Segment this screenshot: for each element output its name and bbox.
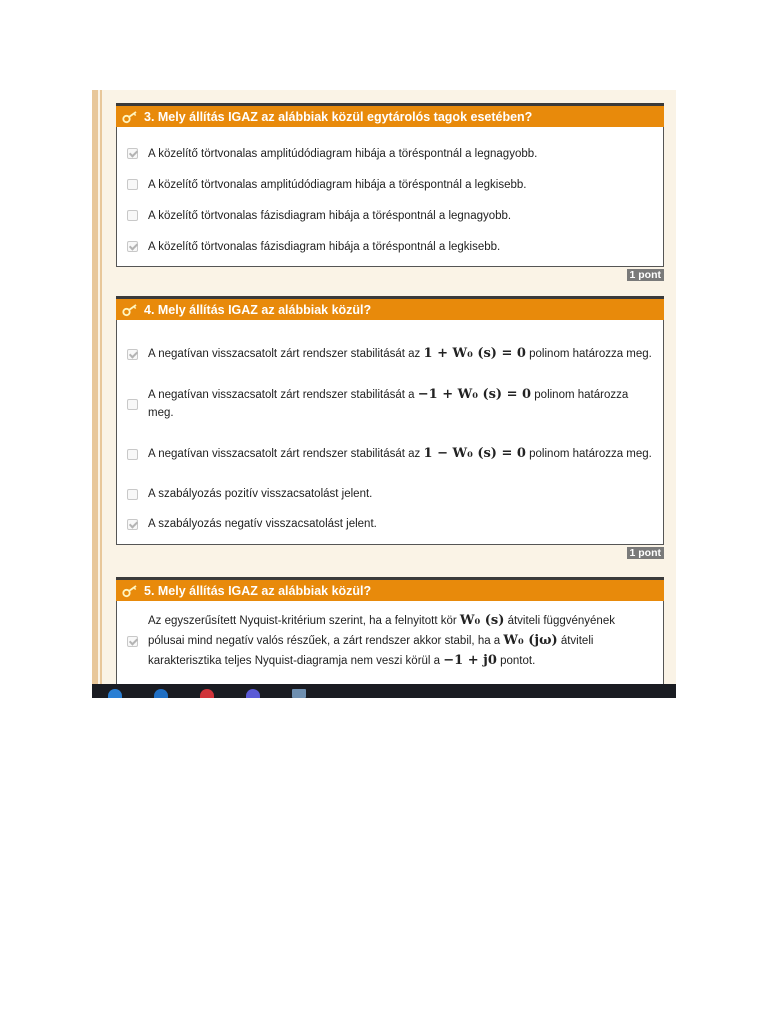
answer-option[interactable] <box>125 479 653 509</box>
answer-text <box>148 445 653 463</box>
answer-text: A közelítő törtvonalas amplitúdódiagram hibája a töréspontnál a legkisebb. <box>148 178 527 191</box>
question-body <box>116 601 664 691</box>
answer-checkbox[interactable] <box>127 210 138 221</box>
answer-option[interactable] <box>125 611 653 671</box>
question-header <box>116 296 664 320</box>
question-header <box>116 103 664 127</box>
points-badge: 1 pont <box>627 547 665 559</box>
left-rail-line <box>100 90 102 698</box>
app-taskbar-icon[interactable] <box>246 689 260 698</box>
left-rail <box>92 90 98 698</box>
formula: 1 − W₀ (s) = 0 <box>423 446 526 461</box>
answer-option[interactable] <box>125 169 653 200</box>
answer-option[interactable] <box>125 231 653 262</box>
answer-text-part: A negatívan visszacsatolt zárt rendszer stabilitását a <box>148 389 415 401</box>
question-body <box>116 127 664 267</box>
answer-text: A szabályozás pozitív visszacsatolást jelent. <box>148 488 373 500</box>
answer-option[interactable] <box>125 379 653 429</box>
question-title: 4. Mely állítás IGAZ az alábbiak közül? <box>144 302 372 317</box>
formula: −1 + j0 <box>443 653 497 668</box>
answer-text-part: A negatívan visszacsatolt zárt rendszer stabilitását az <box>148 348 421 360</box>
answer-checkbox[interactable] <box>127 399 138 410</box>
question-card-4 <box>116 296 664 559</box>
points-badge: 1 pont <box>627 269 665 281</box>
answer-text-part: A negatívan visszacsatolt zárt rendszer stabilitását az <box>148 448 421 460</box>
answer-option[interactable] <box>125 200 653 231</box>
answer-text: A közelítő törtvonalas amplitúdódiagram hibája a töréspontnál a legnagyobb. <box>148 147 538 160</box>
key-icon <box>122 584 138 598</box>
answer-text <box>148 386 653 422</box>
answer-text: A szabályozás negatív visszacsatolást jelent. <box>148 518 377 530</box>
answer-text-part: polinom határozza meg. <box>529 348 652 360</box>
explorer-taskbar-icon[interactable] <box>108 689 122 698</box>
formula: −1 + W₀ (s) = 0 <box>417 387 532 402</box>
question-card-3 <box>116 103 664 281</box>
question-body <box>116 320 664 545</box>
answer-option[interactable] <box>125 138 653 169</box>
answer-text <box>148 345 653 363</box>
answer-text-part: pontot. <box>500 655 536 667</box>
answer-option[interactable] <box>125 429 653 479</box>
answer-text-part: polinom határozza meg. <box>148 389 629 419</box>
answer-checkbox[interactable] <box>127 449 138 460</box>
key-icon <box>122 110 138 124</box>
answer-checkbox[interactable] <box>127 349 138 360</box>
formula: 1 + W₀ (s) = 0 <box>423 346 526 361</box>
answer-text-part: polinom határozza meg. <box>529 448 652 460</box>
answer-text-part: átviteli karakterisztika teljes Nyquist-diagramja nem veszi körül a <box>148 635 594 667</box>
answer-checkbox[interactable] <box>127 519 138 530</box>
taskbar <box>92 684 676 698</box>
answer-option[interactable] <box>125 329 653 379</box>
key-icon <box>122 303 138 317</box>
question-title: 5. Mely állítás IGAZ az alábbiak közül? <box>144 583 372 598</box>
answer-text: A közelítő törtvonalas fázisdiagram hibája a töréspontnál a legnagyobb. <box>148 209 512 222</box>
screenshot-frame <box>92 90 676 698</box>
answer-text-part: Az egyszerűsített Nyquist-kritérium szerint, ha a felnyitott kör <box>148 615 457 627</box>
answer-text-part: átviteli függvényének pólusai mind negatív valós részűek, a zárt rendszer akkor stabil, ha a <box>148 615 615 647</box>
question-header <box>116 577 664 601</box>
answer-text: A közelítő törtvonalas fázisdiagram hibája a töréspontnál a legkisebb. <box>148 240 501 253</box>
question-card-5 <box>116 577 664 691</box>
answer-checkbox[interactable] <box>127 489 138 500</box>
answer-checkbox[interactable] <box>127 148 138 159</box>
chrome-taskbar-icon[interactable] <box>200 689 214 698</box>
edge-taskbar-icon[interactable] <box>154 689 168 698</box>
answer-text <box>148 611 653 671</box>
points-row <box>116 267 664 281</box>
points-row <box>116 545 664 559</box>
answer-checkbox[interactable] <box>127 241 138 252</box>
formula: W₀ (s) <box>459 613 505 628</box>
answer-option[interactable] <box>125 509 653 539</box>
answer-checkbox[interactable] <box>127 636 138 647</box>
question-title: 3. Mely állítás IGAZ az alábbiak közül egytárolós tagok esetében? <box>144 109 533 124</box>
formula: W₀ (jω) <box>503 633 558 648</box>
file-taskbar-icon[interactable] <box>292 689 306 698</box>
answer-checkbox[interactable] <box>127 179 138 190</box>
